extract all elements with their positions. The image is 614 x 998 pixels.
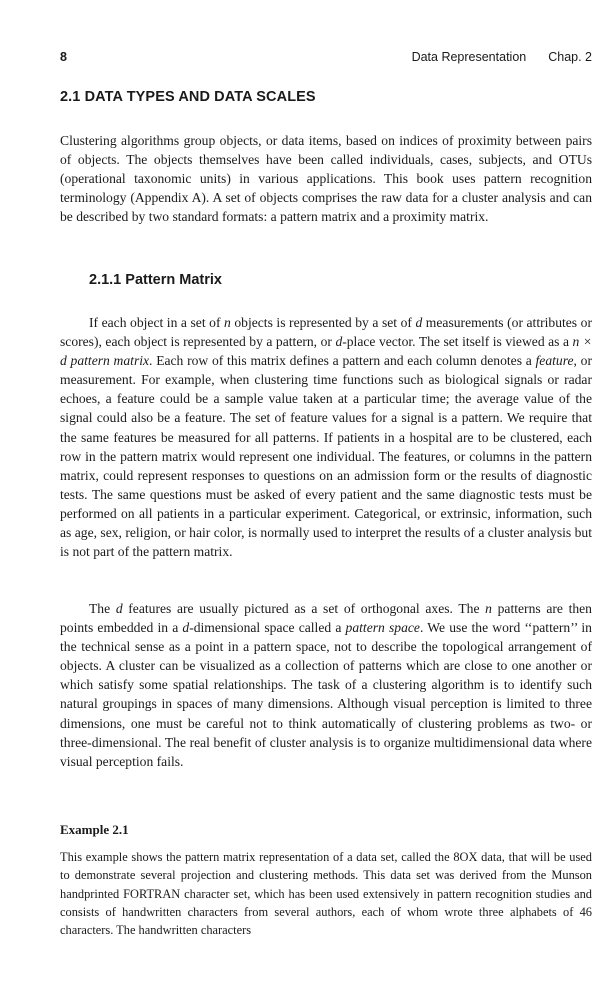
text-span: . We use the word ‘‘pattern’’ in the technical sense as a point in a pattern space, not to describe the topological arrangement of objects. A cluster can be visualized as a collection of patterns which are close to one another or which satisfy some spatial relationships. The task of a clustering algorithm is to identify such natural groupings in spaces of many dimensions. Although visual perception is limited to three dimensions, one must be careful not to think automatically of clustering problems as two- or three-dimensional. The real benefit of cluster analysis is to organize multidimensional data where visual perception fails. bbox=[60, 620, 592, 769]
intro-paragraph: Clustering algorithms group objects, or data items, based on indices of proximity between pairs of objects. The objects themselves have been called individuals, cases, subjects, and OTUs (operational taxonomic units) in various applications. This book uses pattern recognition terminology (Appendix A). A set of objects comprises the raw data for a cluster analysis and can be described by two standard formats: a pattern matrix and a proximity matrix. bbox=[60, 133, 592, 225]
pattern-space-paragraph bbox=[60, 599, 592, 771]
math-var-d: d bbox=[335, 334, 343, 350]
math-var-d: d bbox=[115, 601, 123, 616]
term-pattern-space: pattern space bbox=[345, 620, 420, 636]
running-title bbox=[412, 50, 592, 64]
text-span: features are usually pictured as a set of orthogonal axes. The bbox=[122, 601, 486, 616]
text-span: If each object in a set of bbox=[89, 315, 225, 330]
text-span: measurements (or attributes or scores), each object is represented by a pattern, or bbox=[60, 315, 592, 350]
text-span: objects is represented by a set of bbox=[230, 315, 416, 330]
text-span: , or measurement. For example, when clustering time functions such as biological signals or radar echoes, a feature could be a sample value taken at a particular time; the average value of the signal could also be a feature. The set of feature values for a signal is a pattern. We require that the same features be measured for all patterns. If patients in a hospital are to be clustered, each row in the pattern matrix would represent one individual. The features, or columns in the pattern matrix, could represent responses to questions on an admission form or the results of diagnostic tests. The same questions must be asked of every patient and the same diagnostic tests must be performed on all patients in a particular experiment. Categorical, or extrinsic, information, such as age, sex, religion, or hair color, is normally used to interpret the results of a cluster analysis but is not part of the pattern matrix. bbox=[60, 353, 592, 560]
term-pattern-matrix: n × d pattern matrix bbox=[60, 334, 592, 369]
math-var-d: d bbox=[415, 315, 423, 330]
example-heading: Example 2.1 bbox=[60, 822, 129, 837]
term-feature: feature bbox=[535, 353, 574, 369]
math-var-d: d bbox=[182, 620, 190, 636]
text-span: patterns are then points embedded in a bbox=[60, 601, 592, 636]
running-title-text: Data Representation bbox=[411, 50, 527, 64]
subsection-heading: 2.1.1 Pattern Matrix bbox=[89, 272, 222, 288]
math-var-n: n bbox=[224, 315, 231, 330]
text-span: -dimensional space called a bbox=[189, 620, 346, 636]
page-header bbox=[60, 50, 592, 70]
page-number: 8 bbox=[60, 50, 67, 64]
text-span: . Each row of this matrix defines a pattern and each column denotes a bbox=[149, 353, 536, 369]
text-span: The bbox=[89, 601, 116, 616]
example-paragraph: This example shows the pattern matrix representation of a data set, called the 8OX data, that will be used to demonstrate several projection and clustering methods. This data set was derived from the Munson handprinted FORTRAN character set, which has been used extensively in pattern recognition studies and consists of handwritten characters from several authors, each of whom wrote three alphabets of 46 characters. The handwritten characters bbox=[60, 850, 592, 938]
math-var-n: n bbox=[485, 601, 492, 616]
chapter-label: Chap. 2 bbox=[548, 50, 592, 64]
pattern-matrix-paragraph bbox=[60, 313, 592, 561]
text-span: -place vector. The set itself is viewed as a bbox=[342, 334, 573, 350]
section-heading: 2.1 DATA TYPES AND DATA SCALES bbox=[60, 89, 316, 105]
